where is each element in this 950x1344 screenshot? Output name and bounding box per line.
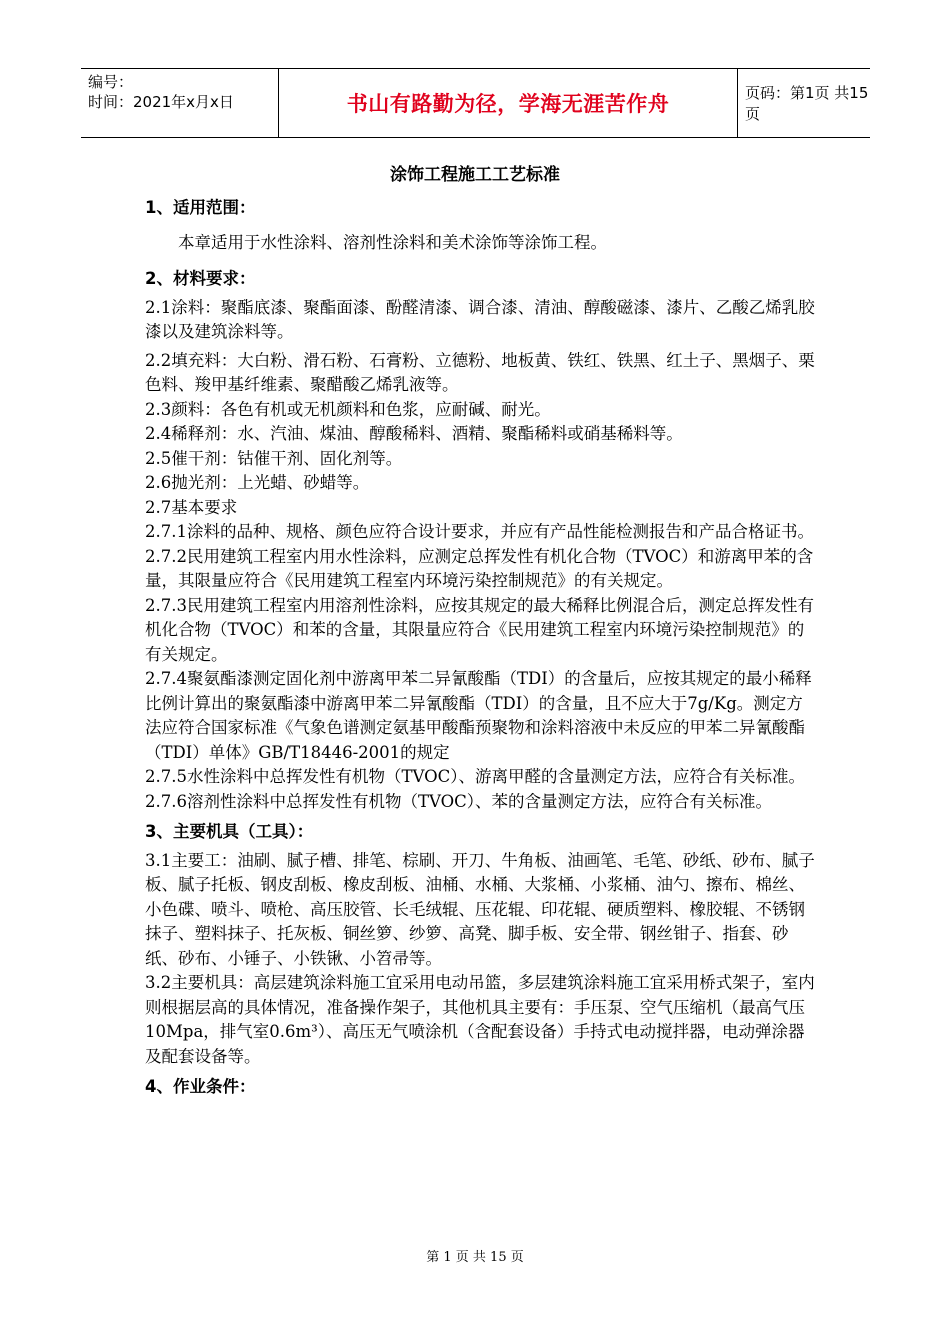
paragraph-2-7-6: 2.7.6溶剂性涂料中总挥发性有机物（TVOC）、苯的含量测定方法，应符合有关标准。 xyxy=(145,791,773,811)
paragraph-2-7-5: 2.7.5水性涂料中总挥发性有机物（TVOC）、游离甲醛的含量测定方法，应符合有关标准。 xyxy=(145,767,806,786)
paragraph-2-4: 2.4稀释剂：水、汽油、煤油、醇酸稀料、酒精、聚酯稀料或硝基稀料等。 xyxy=(145,424,683,443)
header-meta xyxy=(81,69,279,137)
paragraph-2-1: 2.1涂料：聚酯底漆、聚酯面漆、酚醛清漆、调合漆、清油、醇酸磁漆、漆片、乙酸乙烯乳胶漆以及建筑涂料等。 xyxy=(145,297,815,341)
paragraph-2-2: 2.2填充料：大白粉、滑石粉、石膏粉、立德粉、地板黄、铁红、铁黑、红土子、黑烟子、栗色料、羧甲基纤维素、聚醋酸乙烯乳液等。 xyxy=(145,350,815,394)
paragraph-2-7-1: 2.7.1涂料的品种、规格、颜色应符合设计要求，并应有产品性能检测报告和产品合格证书。 xyxy=(145,522,814,541)
header-page-info: 页码：第1页 共15页 xyxy=(745,84,869,123)
paragraph-scope: 本章适用于水性涂料、溶剂性涂料和美术涂饰等涂饰工程。 xyxy=(178,232,607,252)
paragraph-2-7-3: 2.7.3民用建筑工程室内用溶剂性涂料，应按其规定的最大稀释比例混合后，测定总挥发性有机化合物（TVOC）和苯的含量，其限量应符合《民用建筑工程室内环境污染控制规范》的有关规定。 xyxy=(145,595,814,664)
document-title: 涂饰工程施工工艺标准 xyxy=(390,165,560,185)
document-body xyxy=(145,196,815,1104)
paragraph-3-2: 3.2主要机具：高层建筑涂料施工宜采用电动吊篮，多层建筑涂料施工宜采用桥式架子，室内则根据层高的具体情况，准备操作架子，其他机具主要有：手压泵、空气压缩机（最高气压10Mpa，排气室0.6m³）、高压无气喷涂机（含配套设备）手持式电动搅拌器，电动弹涂器及配套设备等。 xyxy=(145,973,815,1066)
paragraph-2-6: 2.6抛光剂：上光蜡、砂蜡等。 xyxy=(145,473,370,492)
document-number-label: 编号： xyxy=(88,73,134,91)
header-motto: 书山有路勤为径，学海无涯苦作舟 xyxy=(279,69,738,137)
paragraph-2-7-2: 2.7.2民用建筑工程室内用水性涂料，应测定总挥发性有机化合物（TVOC）和游离甲苯的含量，其限量应符合《民用建筑工程室内环境污染控制规范》的有关规定。 xyxy=(145,546,814,590)
section-heading-scope: 1、适用范围： xyxy=(145,198,256,217)
section-heading-materials: 2、材料要求： xyxy=(145,269,256,288)
section-heading-tools: 3、主要机具（工具）： xyxy=(145,822,314,841)
document-date: 时间：2021年x月x日 xyxy=(88,93,234,111)
paragraph-2-3: 2.3颜料：各色有机或无机颜料和色浆，应耐碱、耐光。 xyxy=(145,399,551,419)
page-header xyxy=(81,68,870,138)
page-footer: 第 1 页 共 15 页 xyxy=(426,1250,524,1265)
paragraph-2-7: 2.7基本要求 xyxy=(145,497,238,517)
section-heading-conditions: 4、作业条件： xyxy=(145,1077,256,1096)
paragraph-2-5: 2.5催干剂：钴催干剂、固化剂等。 xyxy=(145,448,403,468)
paragraph-3-1: 3.1主要工：油刷、腻子槽、排笔、棕刷、开刀、牛角板、油画笔、毛笔、砂纸、砂布、腻子板、腻子托板、钢皮刮板、橡皮刮板、油桶、水桶、大浆桶、小浆桶、油勺、擦布、棉丝、小色碟、喷斗、喷枪、高压胶管、长毛绒辊、压花辊、印花辊、硬质塑料、橡胶辊、不锈钢抹子、塑料抹子、托灰板、铜丝箩、纱箩、高凳、脚手板、安全带、钢丝钳子、指套、砂纸、砂布、小锤子、小铁锹、小笤帚等。 xyxy=(145,850,815,968)
paragraph-2-7-4: 2.7.4聚氨酯漆测定固化剂中游离甲苯二异氰酸酯（TDI）的含量后，应按其规定的最小稀释比例计算出的聚氨酯漆中游离甲苯二异氰酸酯（TDI）的含量，且不应大于7g/Kg。测定方法应符合国家标准《气象色谱测定氨基甲酸酯预聚物和涂料溶液中未反应的甲苯二异氰酸酯（TDI）单体》GB/T18446-2001的规定 xyxy=(145,669,812,762)
